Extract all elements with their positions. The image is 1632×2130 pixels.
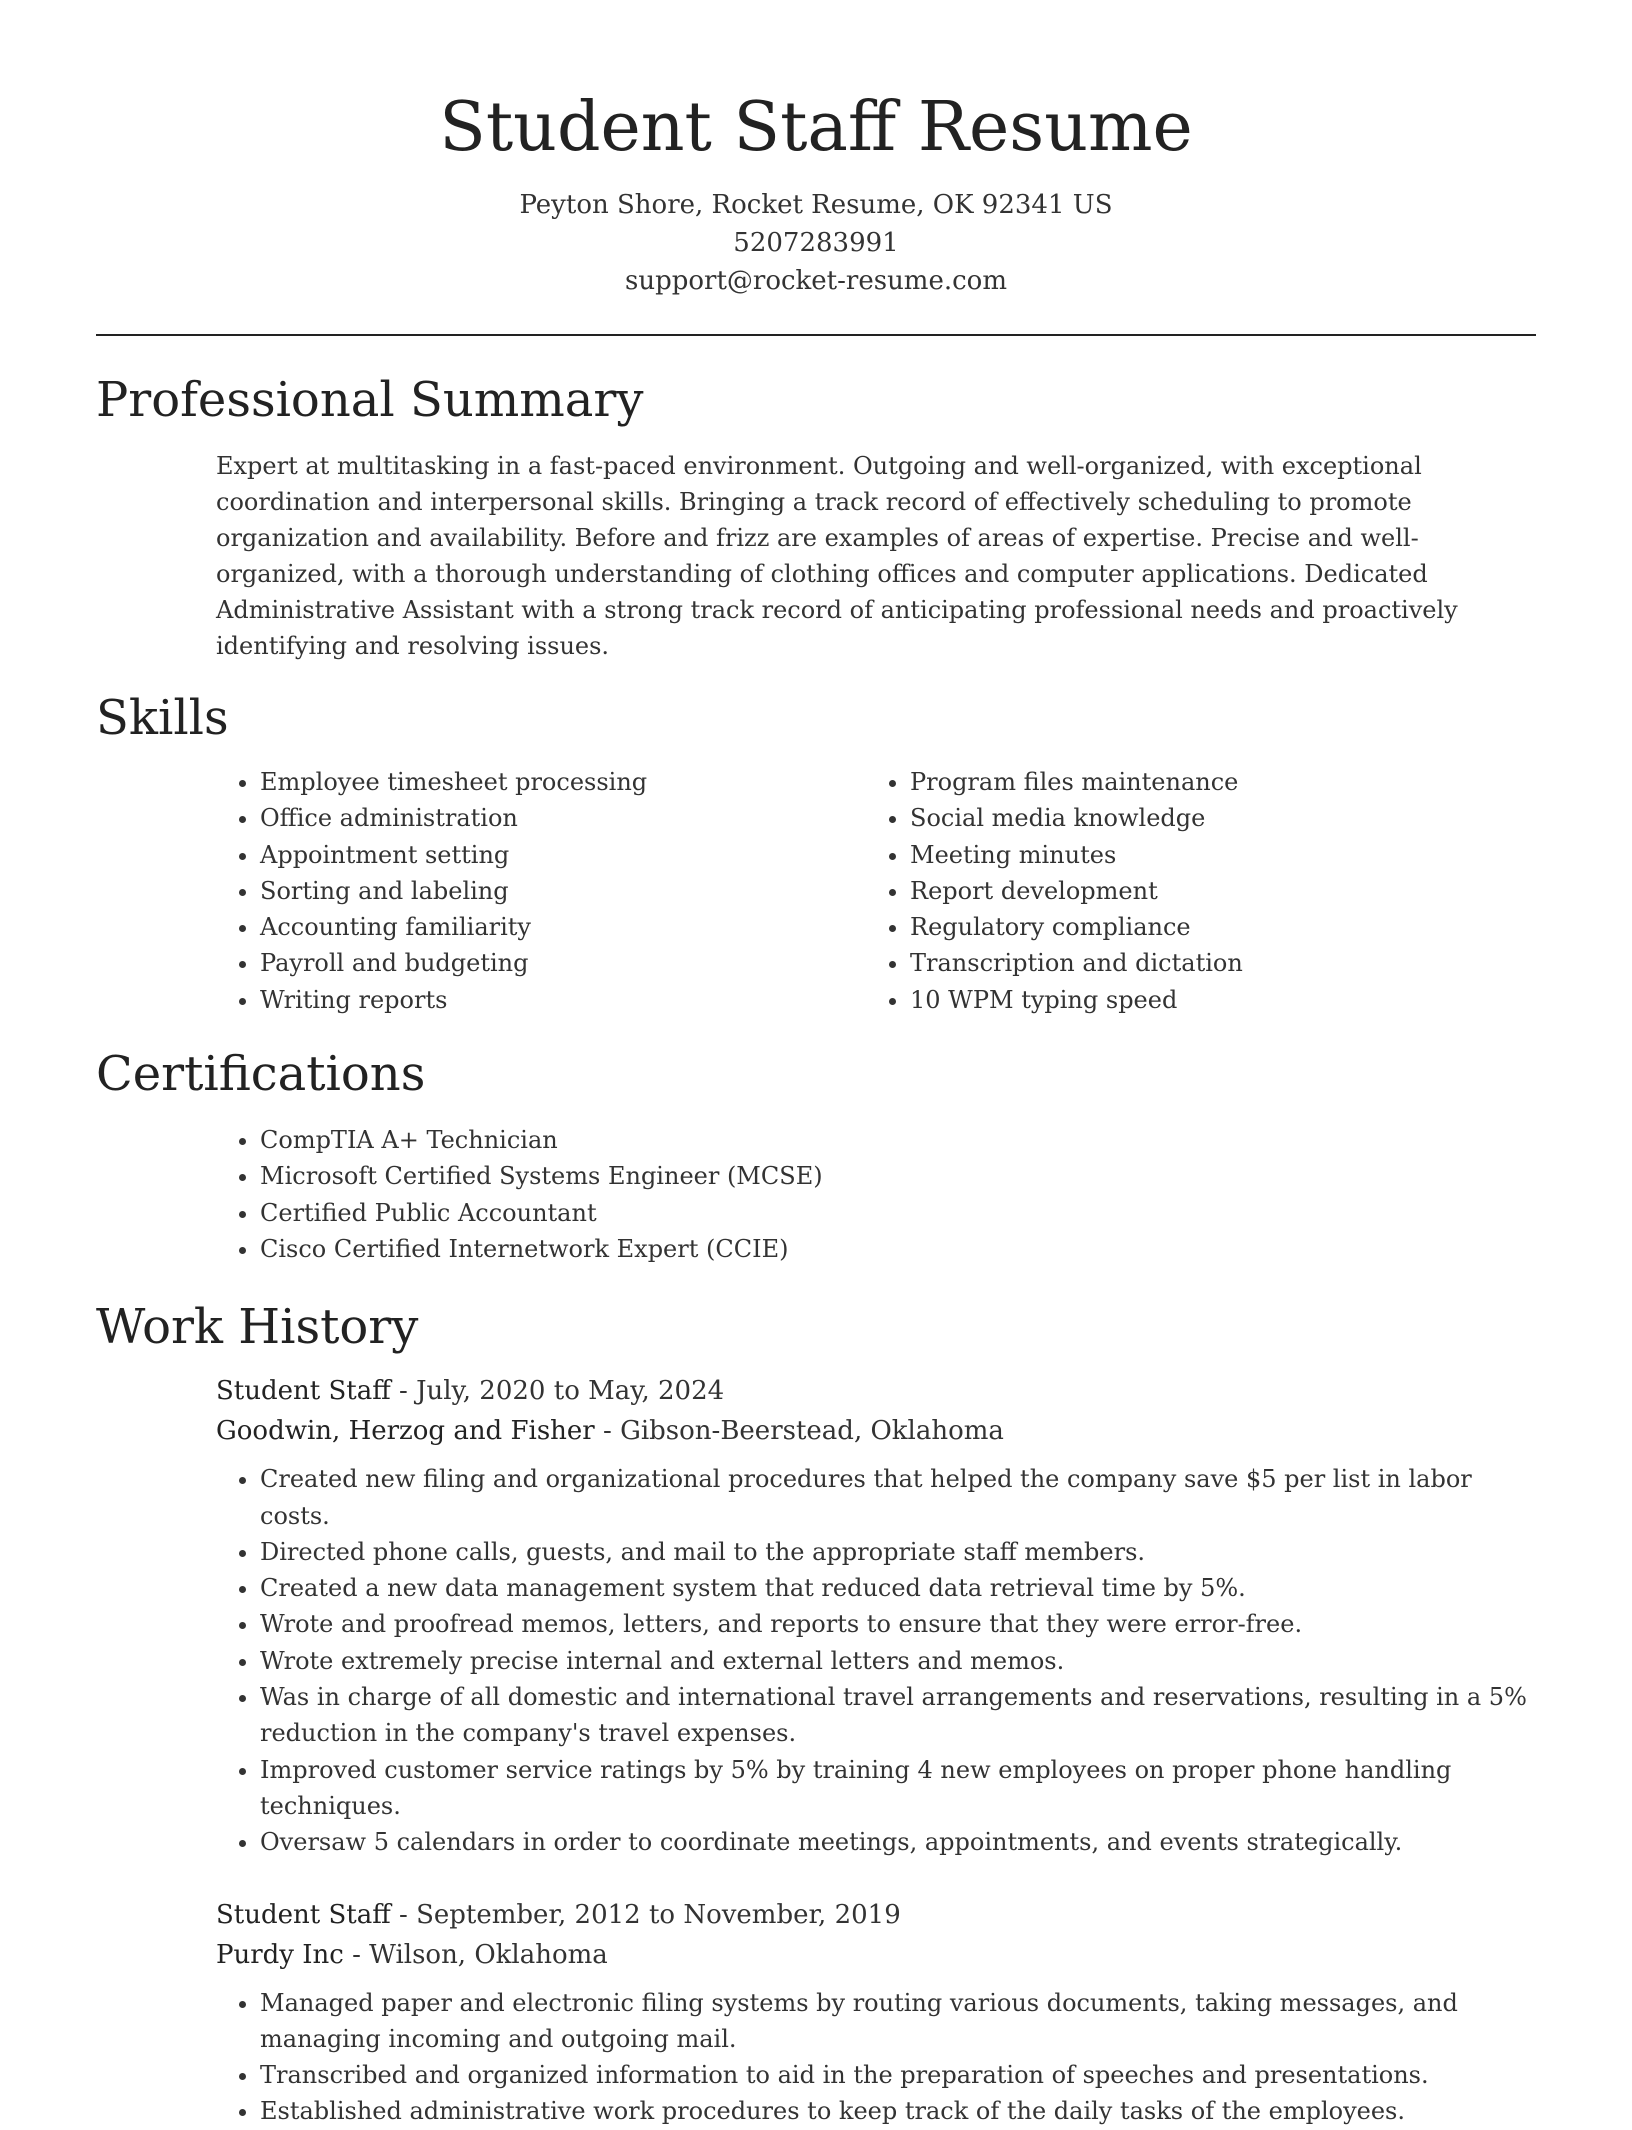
job-bullet: • Directed phone calls, guests, and mail to the appropriate staff members. bbox=[260, 1534, 1536, 1570]
job-bullet: • Wrote extremely precise internal and external letters and memos. bbox=[260, 1643, 1536, 1679]
job-dates: July, 2020 to May, 2024 bbox=[416, 1376, 725, 1407]
certification-item: • Cisco Certified Internetwork Expert (CCIE) bbox=[260, 1231, 1536, 1267]
header-divider bbox=[96, 334, 1536, 336]
skill-item: • Regulatory compliance bbox=[910, 909, 1516, 945]
skill-item: • Office administration bbox=[260, 800, 866, 836]
contact-address: Peyton Shore, Rocket Resume, OK 92341 US bbox=[519, 190, 1113, 220]
certification-item: • Microsoft Certified Systems Engineer (MCSE) bbox=[260, 1158, 1536, 1194]
resume-page bbox=[96, 0, 1536, 2130]
certification-item: • Certified Public Accountant bbox=[260, 1195, 1536, 1231]
job-entry-2 bbox=[216, 1895, 1536, 2130]
job-role: Student Staff bbox=[216, 1899, 391, 1930]
skill-item: • Report development bbox=[910, 873, 1516, 909]
skill-item: • 10 WPM typing speed bbox=[910, 982, 1516, 1018]
job-company: Goodwin, Herzog and Fisher bbox=[216, 1416, 595, 1447]
resume-title: Student Staff Resume bbox=[439, 88, 1193, 167]
job-title-line bbox=[216, 1895, 1536, 1935]
skills-heading: Skills bbox=[96, 690, 229, 746]
job-bullet: • Wrote and proofread memos, letters, and reports to ensure that they were error-free. bbox=[260, 1606, 1536, 1642]
summary-heading: Professional Summary bbox=[96, 372, 644, 428]
certifications-block bbox=[216, 1122, 1536, 1267]
job-bullet: • Transcribed and organized information to aid in the preparation of speeches and presentations. bbox=[260, 2057, 1536, 2093]
skills-grid bbox=[216, 764, 1536, 1018]
certifications-heading: Certifications bbox=[96, 1046, 426, 1103]
skill-item: • Writing reports bbox=[260, 982, 866, 1018]
skill-item: • Sorting and labeling bbox=[260, 873, 866, 909]
certification-item: • CompTIA A+ Technician bbox=[260, 1122, 1536, 1158]
separator: - bbox=[399, 1376, 417, 1407]
contact-email: support@rocket-resume.com bbox=[624, 266, 1007, 296]
job-bullet: • Improved customer service ratings by 5% by training 4 new employees on proper phone handling techniques. bbox=[260, 1752, 1536, 1825]
job-bullets bbox=[216, 1461, 1536, 1860]
skill-item: • Employee timesheet processing bbox=[260, 764, 866, 800]
skill-item: • Payroll and budgeting bbox=[260, 945, 866, 981]
job-bullet: • Was in charge of all domestic and international travel arrangements and reservations, resulting in a 5% reduction in the company's travel expenses. bbox=[260, 1679, 1536, 1752]
summary-text: Expert at multitasking in a fast-paced environment. Outgoing and well-organized, with exceptional coordination and interpersonal skills. Bringing a track record of effectively scheduling to promote organization and availability. Before and frizz are examples of areas of expertise. Precise and well-organized, with a thorough understanding of clothing offices and computer applications. Dedicated Administrative Assistant with a strong track record of anticipating professional needs and proactively identifying and resolving issues. bbox=[216, 452, 1458, 660]
skills-column-right bbox=[866, 764, 1516, 1018]
contact-phone: 5207283991 bbox=[733, 228, 899, 258]
skill-item: • Meeting minutes bbox=[910, 837, 1516, 873]
job-company-line bbox=[216, 1935, 1536, 1975]
skills-list-left bbox=[216, 764, 866, 1018]
job-location: Wilson, Oklahoma bbox=[369, 1939, 608, 1970]
skill-item: • Transcription and dictation bbox=[910, 945, 1516, 981]
job-dates: September, 2012 to November, 2019 bbox=[416, 1899, 901, 1930]
job-location: Gibson-Beerstead, Oklahoma bbox=[620, 1416, 1004, 1447]
job-entry-1 bbox=[216, 1371, 1536, 1860]
skills-list-right bbox=[866, 764, 1516, 1018]
skill-item: • Program files maintenance bbox=[910, 764, 1516, 800]
skills-column-left bbox=[216, 764, 866, 1018]
skill-item: • Appointment setting bbox=[260, 837, 866, 873]
job-company: Purdy Inc bbox=[216, 1939, 344, 1970]
job-bullets bbox=[216, 1985, 1536, 2130]
job-bullet: • Oversaw 5 calendars in order to coordinate meetings, appointments, and events strategically. bbox=[260, 1824, 1536, 1860]
separator: - bbox=[399, 1899, 417, 1930]
work-history-heading: Work History bbox=[96, 1299, 419, 1356]
job-role: Student Staff bbox=[216, 1376, 391, 1407]
certifications-list bbox=[216, 1122, 1536, 1267]
separator: - bbox=[352, 1939, 370, 1970]
job-bullet: • Created new filing and organizational procedures that helped the company save $5 per list in labor costs. bbox=[260, 1461, 1536, 1534]
job-title-line bbox=[216, 1371, 1536, 1411]
skill-item: • Social media knowledge bbox=[910, 800, 1516, 836]
resume-header bbox=[96, 0, 1536, 300]
skill-item: • Accounting familiarity bbox=[260, 909, 866, 945]
job-company-line bbox=[216, 1411, 1536, 1451]
job-bullet: • Established administrative work procedures to keep track of the daily tasks of the employees. bbox=[260, 2093, 1536, 2129]
job-bullet: • Managed paper and electronic filing systems by routing various documents, taking messages, and managing incoming and outgoing mail. bbox=[260, 1985, 1536, 2058]
separator: - bbox=[603, 1416, 621, 1447]
job-bullet: • Created a new data management system that reduced data retrieval time by 5%. bbox=[260, 1570, 1536, 1606]
